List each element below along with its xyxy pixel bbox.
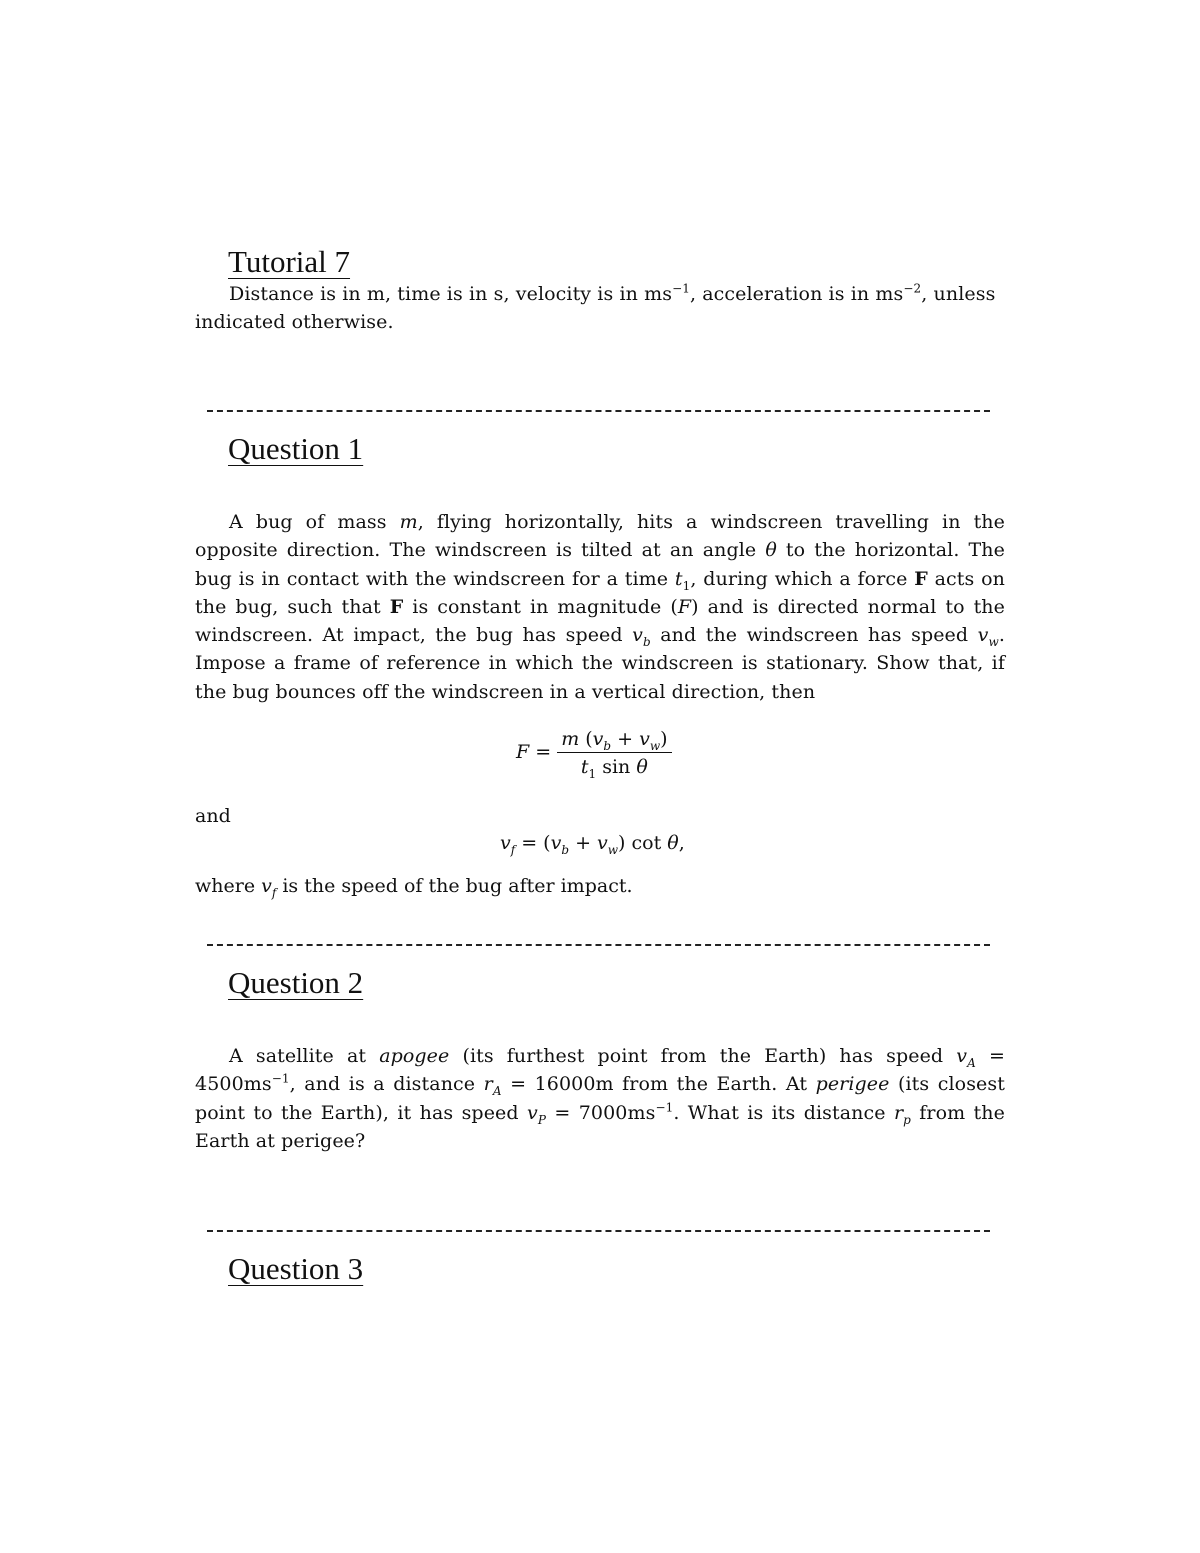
section-divider-2	[207, 944, 990, 946]
q1-sub-b: b	[642, 634, 651, 649]
units-line-2: indicated otherwise.	[195, 311, 394, 334]
equation-final-speed: $v_f = (v_b + v_w)$ cot θ,	[500, 832, 685, 857]
q1-text-d: , during which a force	[690, 567, 915, 590]
question-2-text: A satellite at apogee (its furthest point from the Earth) has speed $v_A = 4500ms^{-1}$, and is a distance $r_A = 16000m$ from the Earth. At perigee (its closest point to the Earth), it has speed $v_P = 7000ms^{-1}$. What is its distance $r_p$ from the Earth at perigee?	[195, 1045, 1006, 1152]
eq1-denominator: $t_1$ sin θ	[580, 756, 648, 781]
q1-text-e: acts on the bug, such that	[195, 567, 1005, 618]
tutorial-title: Tutorial 7	[228, 244, 351, 279]
q1-text-a: A bug of mass	[229, 511, 400, 533]
q1-text-g: ) and is directed normal to the windscreen. At impact, the bug has speed	[195, 595, 1005, 647]
units-text-2: , acceleration is in ms	[689, 283, 904, 305]
q1-text-f: is constant in magnitude (	[403, 595, 678, 618]
units-sup-1: −1	[672, 281, 690, 296]
units-note	[195, 280, 1005, 337]
q1-sub-w: w	[988, 634, 999, 649]
section-divider-1	[207, 410, 990, 412]
question-2-heading: Question 2	[228, 965, 364, 1000]
units-text-3: , unless	[921, 283, 996, 305]
where-text: where $v_f$ is the speed of the bug after impact.	[195, 875, 633, 900]
eq1-numerator: m $(v_b + v_w)$	[557, 728, 671, 753]
q1-text-h: and the windscreen has speed	[650, 624, 978, 647]
and-text: and	[195, 805, 231, 827]
q1-symbol-F: F	[677, 595, 692, 618]
q1-text-c: to the horizontal. The bug is in contact with the windscreen for a time	[195, 539, 1005, 590]
q1-text-b: , flying horizontally, hits a windscreen travelling in the opposite direction. The windscreen is tilted at an angle	[195, 511, 1005, 562]
q1-symbol-m: m	[399, 511, 418, 533]
section-divider-3	[207, 1230, 990, 1232]
q2-perigee: perigee	[815, 1073, 890, 1096]
q1-symbol-v-2: v	[977, 624, 989, 647]
question-3-heading: Question 3	[228, 1251, 364, 1286]
q1-sub-1: 1	[682, 578, 691, 593]
q2-apogee: apogee	[379, 1045, 450, 1067]
q1-symbol-t: t	[674, 567, 683, 590]
q1-symbol-F-vector-2: F	[389, 595, 404, 618]
q1-symbol-v: v	[632, 624, 643, 647]
q1-text-i: . Impose a frame of reference in which the windscreen is stationary. Show that, if the bug bounces off the windscreen in a vertical direction, then	[195, 624, 1005, 703]
q1-symbol-F-vector: F	[914, 567, 928, 590]
equation-force	[516, 728, 672, 781]
question-1-text	[195, 508, 1005, 706]
question-1-heading: Question 1	[228, 431, 364, 466]
eq1-lhs: F	[516, 741, 530, 763]
units-sup-2: −2	[903, 281, 922, 296]
eq1-fraction	[557, 728, 671, 781]
q1-symbol-theta: θ	[765, 539, 777, 562]
units-text-1: Distance is in m, time is in s, velocity is in ms	[229, 283, 673, 305]
eq1-equals: =	[529, 741, 558, 763]
